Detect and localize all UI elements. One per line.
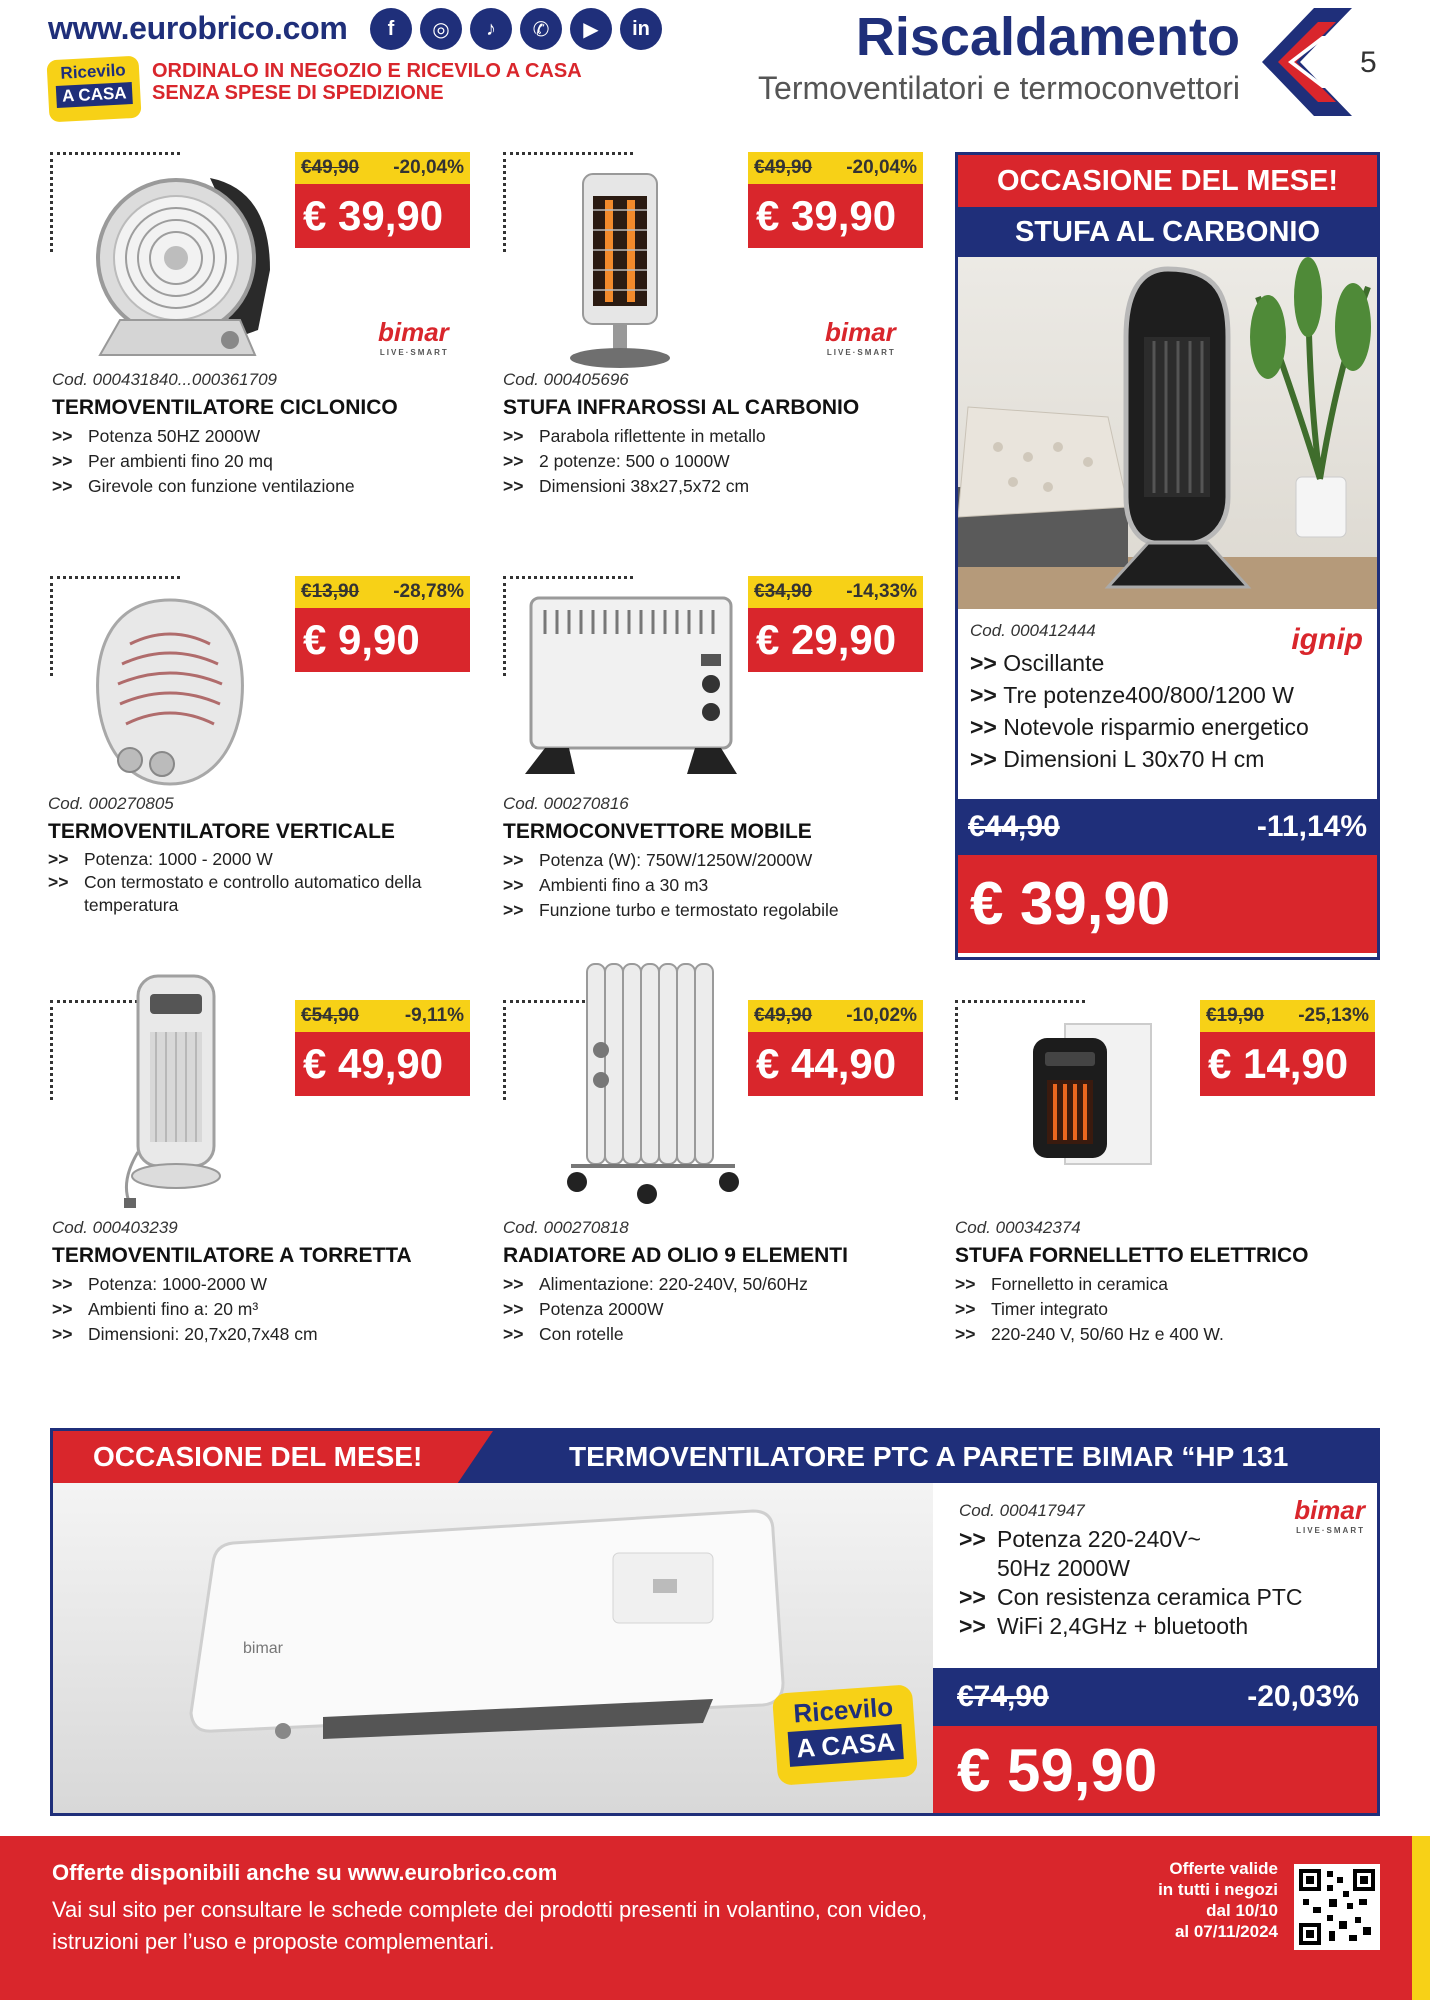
- product-title: TERMOVENTILATORE VERTICALE: [48, 820, 395, 843]
- product-card[interactable]: [50, 1000, 470, 1360]
- product-card[interactable]: [503, 576, 923, 936]
- category-title: Riscaldamento: [855, 7, 1240, 67]
- feature-item: >> Timer integrato: [955, 1297, 1224, 1322]
- product-title: RADIATORE AD OLIO 9 ELEMENTI: [503, 1244, 848, 1267]
- badge-line1: Ricevilo: [792, 1691, 895, 1729]
- instagram-icon[interactable]: ◎: [420, 8, 462, 50]
- discount: -28,78%: [393, 581, 464, 602]
- offer-price: € 39,90: [958, 855, 1377, 953]
- banner-feature-list: [959, 1525, 1303, 1641]
- product-title: TERMOCONVETTORE MOBILE: [503, 820, 812, 843]
- feature-item: >> Potenza 50HZ 2000W: [52, 424, 355, 449]
- feature-item: >> Potenza (W): 750W/1250W/2000W: [503, 848, 839, 873]
- qr-code[interactable]: [1294, 1864, 1380, 1950]
- brand-tagline: LIVE·SMART: [1296, 1526, 1365, 1535]
- page-number: 5: [1360, 46, 1377, 79]
- old-price-row: [1200, 1000, 1375, 1032]
- product-card[interactable]: [503, 1000, 923, 1360]
- feature-list: [52, 1272, 318, 1347]
- banner-code: Cod. 000417947: [959, 1501, 1085, 1520]
- feature-list: [52, 424, 355, 499]
- feature-list: [48, 848, 468, 917]
- old-price-row: [748, 152, 923, 184]
- old-price: €44,90: [968, 810, 1060, 843]
- feature-list: [955, 1272, 1224, 1347]
- tower-fan-heater-image: [120, 972, 230, 1212]
- social-links: [370, 8, 662, 50]
- footer-headline[interactable]: Offerte disponibili anche su www.eurobrico.com: [52, 1860, 558, 1885]
- brand-name: bimar: [825, 317, 896, 347]
- price-box: [748, 576, 923, 672]
- old-price: €13,90: [301, 581, 360, 602]
- banner-info: [933, 1483, 1380, 1668]
- old-price: €19,90: [1206, 1005, 1265, 1026]
- offer-old-price-row: [958, 799, 1377, 855]
- offer-info: [958, 609, 1377, 799]
- discount: -20,04%: [846, 157, 917, 178]
- price-box: [1200, 1000, 1375, 1096]
- footer-yellow-stripe: [1412, 1836, 1430, 2000]
- old-price: €74,90: [957, 1680, 1049, 1713]
- old-price-row: [748, 576, 923, 608]
- discount: -11,14%: [1256, 810, 1367, 843]
- offer-feature-list: [970, 647, 1365, 775]
- tiktok-icon[interactable]: ♪: [470, 8, 512, 50]
- chevron-logo-icon: [1262, 8, 1352, 116]
- whatsapp-icon[interactable]: ✆: [520, 8, 562, 50]
- ricevilo-a-casa-badge: [46, 56, 141, 123]
- valid-line3: dal 10/10: [1206, 1901, 1278, 1920]
- svg-text:bimar: bimar: [243, 1640, 284, 1657]
- feature-item: >> 220-240 V, 50/60 Hz e 400 W.: [955, 1322, 1224, 1347]
- feature-item: >> Potenza 2000W: [503, 1297, 808, 1322]
- new-price: € 9,90: [295, 608, 470, 672]
- category-subtitle: Termoventilatori e termoconvettori: [758, 70, 1240, 106]
- feature-item: >> Tre potenze400/800/1200 W: [970, 679, 1365, 711]
- offer-label: OCCASIONE DEL MESE!: [958, 155, 1377, 207]
- old-price-row: [748, 1000, 923, 1032]
- new-price: € 39,90: [295, 184, 470, 248]
- vertical-fan-heater-image: [90, 594, 250, 790]
- order-notice: [152, 60, 582, 104]
- old-price: €49,90: [754, 157, 813, 178]
- price-box: [295, 576, 470, 672]
- feature-item: >> Oscillante: [970, 647, 1365, 679]
- product-code: Cod. 000405696: [503, 370, 629, 389]
- feature-item: >> Con rotelle: [503, 1322, 808, 1347]
- new-price: € 39,90: [748, 184, 923, 248]
- linkedin-icon[interactable]: in: [620, 8, 662, 50]
- discount: -20,03%: [1247, 1680, 1359, 1713]
- new-price: € 14,90: [1200, 1032, 1375, 1096]
- old-price-row: [295, 152, 470, 184]
- product-card[interactable]: [50, 576, 470, 936]
- banner-old-price-row: [933, 1668, 1380, 1726]
- feature-item: >> Parabola riflettente in metallo: [503, 424, 766, 449]
- wall-heater-offer-banner[interactable]: [50, 1428, 1380, 1816]
- new-price: € 44,90: [748, 1032, 923, 1096]
- feature-item: >> Fornelletto in ceramica: [955, 1272, 1224, 1297]
- old-price-row: [295, 1000, 470, 1032]
- page-header: [0, 0, 1430, 140]
- feature-item: >> Potenza: 1000-2000 W: [52, 1272, 318, 1297]
- feature-item: >> Dimensioni 38x27,5x72 cm: [503, 474, 766, 499]
- banner-price: € 59,90: [933, 1726, 1380, 1816]
- old-price-row: [295, 576, 470, 608]
- product-card[interactable]: [955, 1000, 1375, 1360]
- product-code: Cod. 000270805: [48, 794, 174, 813]
- offer-photo: [958, 257, 1377, 609]
- product-code: Cod. 000270816: [503, 794, 629, 813]
- feature-list: [503, 1272, 808, 1347]
- brand-name: bimar: [378, 317, 449, 347]
- banner-label: OCCASIONE DEL MESE!: [93, 1441, 423, 1472]
- new-price: € 29,90: [748, 608, 923, 672]
- product-card[interactable]: [503, 152, 923, 512]
- valid-line2: in tutti i negozi: [1158, 1880, 1278, 1899]
- offer-code: Cod. 000412444: [970, 621, 1096, 640]
- carbon-infrared-heater-image: [565, 170, 675, 370]
- feature-item: >> Potenza 220-240V~ 50Hz 2000W: [959, 1525, 1259, 1583]
- offer-title: STUFA AL CARBONIO: [958, 207, 1377, 257]
- brand-name: bimar: [1294, 1495, 1365, 1525]
- product-title: STUFA FORNELLETTO ELETTRICO: [955, 1244, 1309, 1267]
- price-box: [748, 152, 923, 248]
- discount: -25,13%: [1298, 1005, 1369, 1026]
- footer-description: Vai sul sito per consultare le schede complete dei prodotti presenti in volantino, con video, istruzioni per l’uso e proposte complementari.: [52, 1897, 928, 1954]
- badge-line2: A CASA: [56, 82, 134, 108]
- discount: -20,04%: [393, 157, 464, 178]
- old-price: €54,90: [301, 1005, 360, 1026]
- old-price: €49,90: [754, 1005, 813, 1026]
- feature-item: >> Potenza: 1000 - 2000 W: [48, 848, 468, 871]
- product-code: Cod. 000342374: [955, 1218, 1081, 1237]
- feature-item: >> Ambienti fino a: 20 m³: [52, 1297, 318, 1322]
- qr-code-icon: [1299, 1869, 1375, 1945]
- validity-notice: [1128, 1858, 1278, 1942]
- order-line2: SENZA SPESE DI SPEDIZIONE: [152, 82, 444, 104]
- product-title: TERMOVENTILATORE A TORRETTA: [52, 1244, 412, 1267]
- carbon-heater-scene-image: [958, 257, 1377, 609]
- plug-in-heater-image: [1025, 1018, 1155, 1178]
- site-url[interactable]: www.eurobrico.com: [48, 10, 348, 46]
- discount: -10,02%: [846, 1005, 917, 1026]
- bimar-logo: [1294, 1495, 1365, 1535]
- new-price: € 49,90: [295, 1032, 470, 1096]
- product-title: STUFA INFRAROSSI AL CARBONIO: [503, 396, 860, 419]
- brand-tagline: LIVE·SMART: [379, 348, 449, 357]
- valid-line1: Offerte valide: [1169, 1859, 1278, 1878]
- feature-item: >> Dimensioni L 30x70 H cm: [970, 743, 1365, 775]
- product-card[interactable]: [50, 152, 470, 512]
- old-price: €49,90: [301, 157, 360, 178]
- oil-radiator-image: [563, 960, 743, 1210]
- feature-item: >> Alimentazione: 220-240V, 50/60Hz: [503, 1272, 808, 1297]
- mobile-convector-image: [515, 588, 745, 788]
- product-code: Cod. 000403239: [52, 1218, 178, 1237]
- feature-item: >> Ambienti fino a 30 m3: [503, 873, 839, 898]
- price-box: [295, 152, 470, 248]
- page-footer: [0, 1836, 1430, 2000]
- product-code: Cod. 000431840...000361709: [52, 370, 277, 389]
- order-line1: ORDINALO IN NEGOZIO E RICEVILO A CASA: [152, 60, 582, 82]
- discount: -14,33%: [846, 581, 917, 602]
- product-code: Cod. 000270818: [503, 1218, 629, 1237]
- price-box: [295, 1000, 470, 1096]
- feature-item: >> 2 potenze: 500 o 1000W: [503, 449, 766, 474]
- feature-item: >> Per ambienti fino 20 mq: [52, 449, 355, 474]
- feature-item: >> Funzione turbo e termostato regolabile: [503, 898, 839, 923]
- feature-item: >> Con termostato e controllo automatico della temperatura: [48, 871, 468, 917]
- ricevilo-a-casa-badge: [772, 1684, 918, 1786]
- feature-list: [503, 848, 839, 923]
- old-price: €34,90: [754, 581, 813, 602]
- feature-item: >> Con resistenza ceramica PTC: [959, 1583, 1359, 1612]
- feature-item: >> Girevole con funzione ventilazione: [52, 474, 355, 499]
- feature-item: >> WiFi 2,4GHz + bluetooth: [959, 1612, 1359, 1641]
- price-box: [748, 1000, 923, 1096]
- badge-line2: A CASA: [787, 1724, 904, 1767]
- facebook-icon[interactable]: f: [370, 8, 412, 50]
- feature-item: >> Dimensioni: 20,7x20,7x48 cm: [52, 1322, 318, 1347]
- banner-header: [53, 1431, 1377, 1483]
- feature-list: [503, 424, 766, 499]
- youtube-icon[interactable]: ▶: [570, 8, 612, 50]
- bimar-logo: [378, 317, 449, 357]
- ignip-logo: ignip: [1291, 623, 1363, 656]
- offer-of-the-month[interactable]: [955, 152, 1380, 960]
- bimar-logo: [825, 317, 896, 357]
- banner-title: TERMOVENTILATORE PTC A PARETE BIMAR “HP 131: [569, 1441, 1289, 1472]
- valid-line4: al 07/11/2024: [1174, 1922, 1278, 1941]
- brand-tagline: LIVE·SMART: [826, 348, 896, 357]
- feature-item: >> Notevole risparmio energetico: [970, 711, 1365, 743]
- product-title: TERMOVENTILATORE CICLONICO: [52, 396, 398, 419]
- cyclonic-fan-image: [80, 170, 280, 366]
- discount: -9,11%: [404, 1005, 464, 1026]
- badge-line1: Ricevilo: [60, 60, 127, 83]
